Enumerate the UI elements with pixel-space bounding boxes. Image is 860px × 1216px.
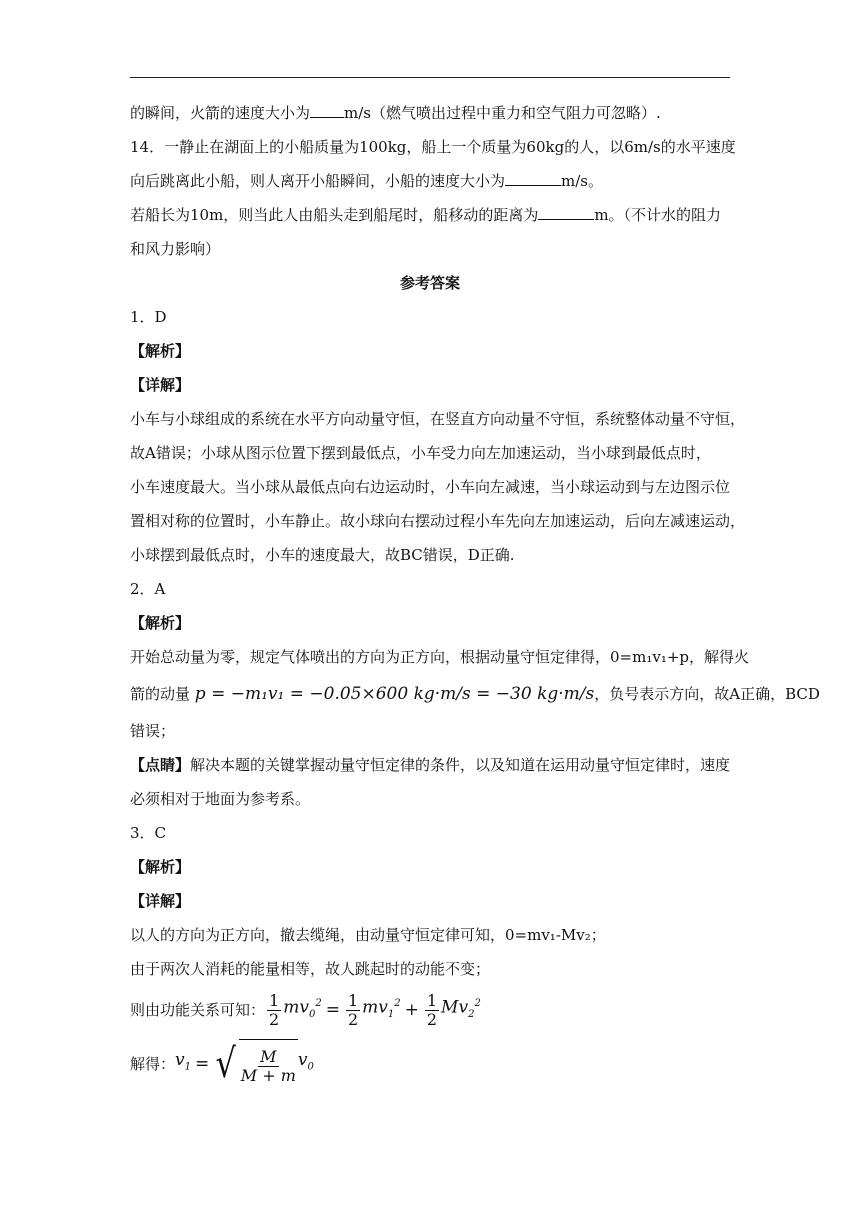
answer-blank [310, 101, 344, 118]
a3-line1: 以人的方向为正方向，撤去缆绳，由动量守恒定律可知，0=mv₁-Mv₂； [130, 926, 606, 944]
a2-text-4: 解决本题的关键掌握动量守恒定律的条件，以及知道在运用动量守恒定律时，速度 [190, 756, 731, 774]
a2-text-pre: 箭的动量 [130, 685, 191, 703]
detail-tag: 【详解】 [130, 892, 191, 910]
a2-line5: 必须相对于地面为参考系。 [130, 790, 311, 808]
a2-line2 [130, 674, 820, 714]
a1-line: 小球摆到最低点时，小车的速度最大，故BC错误，D正确. [130, 546, 515, 564]
a3-line2: 由于两次人消耗的能量相等，故人跳起时的动能不变； [130, 960, 491, 978]
analysis-tag: 【解析】 [130, 342, 191, 360]
q14-line3 [130, 198, 730, 232]
answers-title: 参考答案 [399, 274, 460, 292]
document-page [130, 96, 820, 1094]
answer-3-head: 3．C [130, 824, 167, 842]
analysis-tag: 【解析】 [130, 858, 191, 876]
q14-line2 [130, 164, 730, 198]
answer-blank [538, 203, 594, 220]
answer-1-head: 1．D [130, 308, 167, 326]
a1-line: 置相对称的位置时，小车静止。故小球向右摆动过程小车先向左加速运动，后向左减速运动， [130, 512, 746, 530]
a3-text-4: 解得： [130, 1055, 176, 1073]
answer-blank [505, 169, 561, 186]
q14-text-3a: 若船长为10m，则当此人由船头走到船尾时，船移动的距离为 [130, 206, 539, 224]
q14-line1 [130, 130, 736, 164]
a2-line3: 错误； [130, 722, 176, 740]
half-fraction: $\frac{1}{2}$ [426, 990, 438, 1029]
half-fraction: $\frac{1}{2}$ [269, 990, 280, 1029]
sqrt-expression: √ $\frac{M}{M + m}$ [213, 1039, 298, 1090]
solution-line: 解得： $v_1$ = √ $\frac{M}{M + m}$ $v_0$ [130, 1034, 730, 1094]
header-rule [130, 77, 730, 78]
q14-text-3b: m。（不计水的阻力 [594, 206, 722, 224]
q14-text-2b: m/s。 [561, 172, 603, 190]
q13-text-a: 的瞬间，火箭的速度大小为 [130, 104, 311, 122]
momentum-formula: p = −m₁v₁ = −0.05×600 kg·m/s = −30 kg·m/s [194, 684, 595, 704]
dianjing-tag: 【点睛】 [130, 756, 191, 774]
half-fraction: $\frac{1}{2}$ [347, 990, 359, 1029]
q14-line4 [130, 232, 730, 266]
answer-2-head: 2．A [130, 580, 166, 598]
q14-text-1: 14．一静止在湖面上的小船质量为100kg，船上一个质量为60kg的人，以6m/s的水平速度 [130, 138, 736, 156]
q14-text-4: 和风力影响） [130, 240, 221, 258]
analysis-tag: 【解析】 [130, 614, 191, 632]
a1-line: 小车与小球组成的系统在水平方向动量守恒，在竖直方向动量不守恒，系统整体动量不守恒， [130, 410, 746, 428]
q14-text-2a: 向后跳离此小船，则人离开小船瞬间，小船的速度大小为 [130, 172, 506, 190]
a1-line: 小车速度最大。当小球从最低点向右边运动时，小车向左减速，当小球运动到与左边图示位 [130, 478, 731, 496]
energy-equation-line: 则由功能关系可知： $\frac{1}{2}$ $mv_0^2$ = $\frac{1}{2}$ $mv_1^2$ + $\frac{1}{2}$ $Mv_2^2$ [130, 986, 730, 1034]
a3-text-3: 则由功能关系可知： [130, 1001, 266, 1019]
q13-text-b: m/s（燃气喷出过程中重力和空气阻力可忽略）. [344, 104, 661, 122]
detail-tag: 【详解】 [130, 376, 191, 394]
q13-tail-line [130, 96, 730, 130]
a1-line: 故A错误；小球从图示位置下摆到最低点，小车受力向左加速运动，当小球到最低点时， [130, 444, 711, 462]
a2-line1: 开始总动量为零，规定气体喷出的方向为正方向，根据动量守恒定律得，0=m₁v₁+p，解得火 [130, 648, 750, 666]
a2-text-post: ，负号表示方向，故A正确，BCD [594, 685, 820, 703]
a2-line4 [130, 748, 730, 782]
